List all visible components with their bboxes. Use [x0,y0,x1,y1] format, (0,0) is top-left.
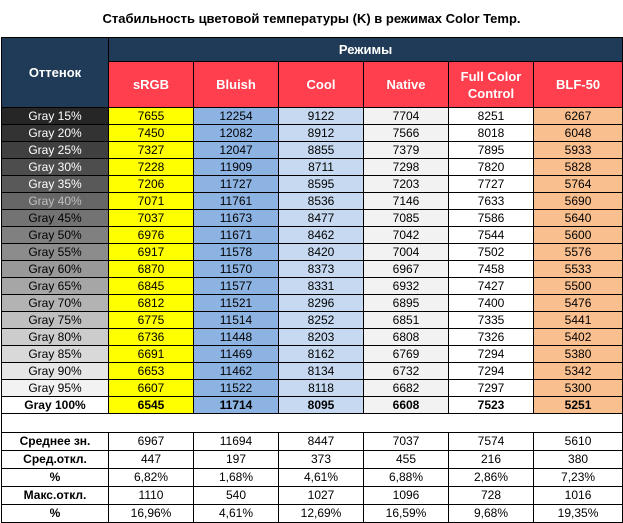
value-cell-srgb: 7228 [109,159,194,176]
value-cell-blf-50: 5828 [534,159,623,176]
value-cell-cool: 8331 [279,278,364,295]
value-cell-bluish: 11462 [194,363,279,380]
table-row [2,193,623,210]
value-cell-bluish: 11761 [194,193,279,210]
stat-value-blf-50: 1016 [534,487,623,505]
shade-label: Gray 90% [2,363,109,380]
stat-value-bluish: 540 [194,487,279,505]
value-cell-full-color-control: 7294 [449,346,534,363]
shade-label: Gray 40% [2,193,109,210]
value-cell-srgb: 6691 [109,346,194,363]
value-cell-blf-50: 5576 [534,244,623,261]
value-cell-native: 7004 [364,244,449,261]
value-cell-full-color-control: 7633 [449,193,534,210]
value-cell-cool: 8711 [279,159,364,176]
value-cell-full-color-control: 7294 [449,363,534,380]
value-cell-blf-50: 5476 [534,295,623,312]
stat-label: Среднее зн. [2,433,109,451]
stat-value-cool: 12,69% [279,505,364,523]
shade-label: Gray 45% [2,210,109,227]
value-cell-bluish: 12047 [194,142,279,159]
table-row [2,142,623,159]
stat-label: Сред.откл. [2,451,109,469]
stat-value-full-color-control: 9,68% [449,505,534,523]
value-cell-srgb: 6870 [109,261,194,278]
value-cell-bluish: 11727 [194,176,279,193]
value-cell-srgb: 7450 [109,125,194,142]
value-cell-full-color-control: 7297 [449,380,534,397]
shade-label: Gray 55% [2,244,109,261]
value-cell-full-color-control: 7427 [449,278,534,295]
table-row [2,125,623,142]
table-row [2,312,623,329]
value-cell-blf-50: 5441 [534,312,623,329]
stat-value-srgb: 447 [109,451,194,469]
color-temperature-table [1,37,623,523]
value-cell-srgb: 7327 [109,142,194,159]
value-cell-blf-50: 5342 [534,363,623,380]
stat-label: % [2,469,109,487]
value-cell-blf-50: 5300 [534,380,623,397]
value-cell-full-color-control: 7400 [449,295,534,312]
value-cell-cool: 8203 [279,329,364,346]
stat-value-bluish: 1,68% [194,469,279,487]
stat-value-full-color-control: 2,86% [449,469,534,487]
value-cell-srgb: 6917 [109,244,194,261]
value-cell-full-color-control: 7820 [449,159,534,176]
stat-value-bluish: 11694 [194,433,279,451]
value-cell-blf-50: 5251 [534,397,623,414]
stat-value-full-color-control: 728 [449,487,534,505]
stat-value-native: 1096 [364,487,449,505]
value-cell-cool: 8118 [279,380,364,397]
mode-header-cool: Cool [279,62,364,108]
stat-value-cool: 8447 [279,433,364,451]
value-cell-blf-50: 5533 [534,261,623,278]
value-cell-blf-50: 5690 [534,193,623,210]
table-row [2,261,623,278]
value-cell-native: 7704 [364,108,449,125]
value-cell-bluish: 12082 [194,125,279,142]
value-cell-bluish: 11514 [194,312,279,329]
value-cell-srgb: 6976 [109,227,194,244]
stat-value-native: 16,59% [364,505,449,523]
value-cell-srgb: 6812 [109,295,194,312]
value-cell-bluish: 11671 [194,227,279,244]
stat-value-cool: 4,61% [279,469,364,487]
stat-value-srgb: 1110 [109,487,194,505]
value-cell-full-color-control: 7727 [449,176,534,193]
value-cell-cool: 8595 [279,176,364,193]
value-cell-full-color-control: 7458 [449,261,534,278]
value-cell-cool: 8477 [279,210,364,227]
modes-group-header: Режимы [109,38,623,62]
shade-label: Gray 25% [2,142,109,159]
value-cell-blf-50: 5933 [534,142,623,159]
mode-header-bluish: Bluish [194,62,279,108]
value-cell-cool: 8162 [279,346,364,363]
stat-label: Макс.откл. [2,487,109,505]
table-row [2,363,623,380]
value-cell-full-color-control: 7544 [449,227,534,244]
value-cell-srgb: 6653 [109,363,194,380]
stat-value-full-color-control: 216 [449,451,534,469]
value-cell-native: 6851 [364,312,449,329]
value-cell-cool: 9122 [279,108,364,125]
value-cell-bluish: 11909 [194,159,279,176]
value-cell-native: 6808 [364,329,449,346]
statistics-rows [2,433,623,523]
value-cell-bluish: 12254 [194,108,279,125]
value-cell-srgb: 6545 [109,397,194,414]
table-title: Стабильность цветовой температуры (K) в режимах Color Temp. [102,11,521,26]
value-cell-native: 7203 [364,176,449,193]
value-cell-bluish: 11673 [194,210,279,227]
value-cell-native: 6732 [364,363,449,380]
stat-value-bluish: 197 [194,451,279,469]
value-cell-bluish: 11448 [194,329,279,346]
shade-label: Gray 60% [2,261,109,278]
shade-label: Gray 30% [2,159,109,176]
stat-value-native: 455 [364,451,449,469]
stat-value-native: 7037 [364,433,449,451]
shade-label: Gray 75% [2,312,109,329]
shade-label: Gray 65% [2,278,109,295]
table-row [2,176,623,193]
value-cell-srgb: 7037 [109,210,194,227]
table-row [2,227,623,244]
value-cell-bluish: 11521 [194,295,279,312]
value-cell-cool: 8420 [279,244,364,261]
stat-value-srgb: 6967 [109,433,194,451]
table-row [2,108,623,125]
stat-value-srgb: 6,82% [109,469,194,487]
value-cell-native: 7042 [364,227,449,244]
shade-label: Gray 35% [2,176,109,193]
stat-value-blf-50: 19,35% [534,505,623,523]
table-row [2,244,623,261]
stat-label: % [2,505,109,523]
value-cell-cool: 8855 [279,142,364,159]
table-row [2,380,623,397]
value-cell-bluish: 11469 [194,346,279,363]
value-cell-native: 7566 [364,125,449,142]
value-cell-full-color-control: 8018 [449,125,534,142]
value-cell-srgb: 6736 [109,329,194,346]
stat-value-blf-50: 7,23% [534,469,623,487]
stat-value-native: 6,88% [364,469,449,487]
value-cell-cool: 8134 [279,363,364,380]
shade-label: Gray 80% [2,329,109,346]
value-cell-full-color-control: 7895 [449,142,534,159]
value-cell-cool: 8095 [279,397,364,414]
value-cell-blf-50: 5640 [534,210,623,227]
mode-header-srgb: sRGB [109,62,194,108]
shade-column-header: Оттенок [2,38,109,108]
measurement-rows [2,108,623,414]
value-cell-full-color-control: 8251 [449,108,534,125]
stat-row [2,487,623,505]
value-cell-native: 7146 [364,193,449,210]
stat-value-full-color-control: 7574 [449,433,534,451]
value-cell-blf-50: 5500 [534,278,623,295]
value-cell-bluish: 11570 [194,261,279,278]
value-cell-cool: 8912 [279,125,364,142]
stat-row [2,469,623,487]
value-cell-srgb: 6775 [109,312,194,329]
shade-label: Gray 50% [2,227,109,244]
value-cell-bluish: 11522 [194,380,279,397]
value-cell-full-color-control: 7335 [449,312,534,329]
shade-label: Gray 15% [2,108,109,125]
shade-label: Gray 100% [2,397,109,414]
spacer-row [2,414,623,433]
spacer-cell [2,414,623,433]
stat-row [2,451,623,469]
value-cell-native: 7085 [364,210,449,227]
mode-header-blf-50: BLF-50 [534,62,623,108]
value-cell-cool: 8462 [279,227,364,244]
value-cell-native: 7379 [364,142,449,159]
shade-label: Gray 20% [2,125,109,142]
table-row [2,346,623,363]
stat-value-bluish: 4,61% [194,505,279,523]
table-row [2,210,623,227]
table-row [2,159,623,176]
shade-label: Gray 95% [2,380,109,397]
table-row [2,329,623,346]
value-cell-blf-50: 5402 [534,329,623,346]
value-cell-full-color-control: 7523 [449,397,534,414]
value-cell-native: 7298 [364,159,449,176]
shade-label: Gray 70% [2,295,109,312]
value-cell-full-color-control: 7586 [449,210,534,227]
value-cell-blf-50: 5380 [534,346,623,363]
value-cell-native: 6895 [364,295,449,312]
table-row [2,295,623,312]
value-cell-srgb: 6845 [109,278,194,295]
value-cell-blf-50: 6267 [534,108,623,125]
value-cell-native: 6932 [364,278,449,295]
stat-value-blf-50: 380 [534,451,623,469]
value-cell-native: 6608 [364,397,449,414]
value-cell-full-color-control: 7502 [449,244,534,261]
value-cell-native: 6682 [364,380,449,397]
value-cell-cool: 8536 [279,193,364,210]
value-cell-srgb: 7206 [109,176,194,193]
mode-header-native: Native [364,62,449,108]
mode-header-full-color-control: Full Color Control [449,62,534,108]
value-cell-cool: 8373 [279,261,364,278]
value-cell-blf-50: 5600 [534,227,623,244]
table-row [2,278,623,295]
stat-value-cool: 1027 [279,487,364,505]
value-cell-srgb: 7655 [109,108,194,125]
value-cell-native: 6967 [364,261,449,278]
value-cell-cool: 8296 [279,295,364,312]
stat-row [2,433,623,451]
value-cell-blf-50: 5764 [534,176,623,193]
value-cell-srgb: 6607 [109,380,194,397]
stat-value-srgb: 16,96% [109,505,194,523]
shade-label: Gray 85% [2,346,109,363]
value-cell-srgb: 7071 [109,193,194,210]
value-cell-bluish: 11578 [194,244,279,261]
value-cell-full-color-control: 7326 [449,329,534,346]
value-cell-bluish: 11577 [194,278,279,295]
table-row [2,397,623,414]
value-cell-cool: 8252 [279,312,364,329]
value-cell-blf-50: 6048 [534,125,623,142]
stat-value-cool: 373 [279,451,364,469]
stat-value-blf-50: 5610 [534,433,623,451]
value-cell-bluish: 11714 [194,397,279,414]
value-cell-native: 6769 [364,346,449,363]
